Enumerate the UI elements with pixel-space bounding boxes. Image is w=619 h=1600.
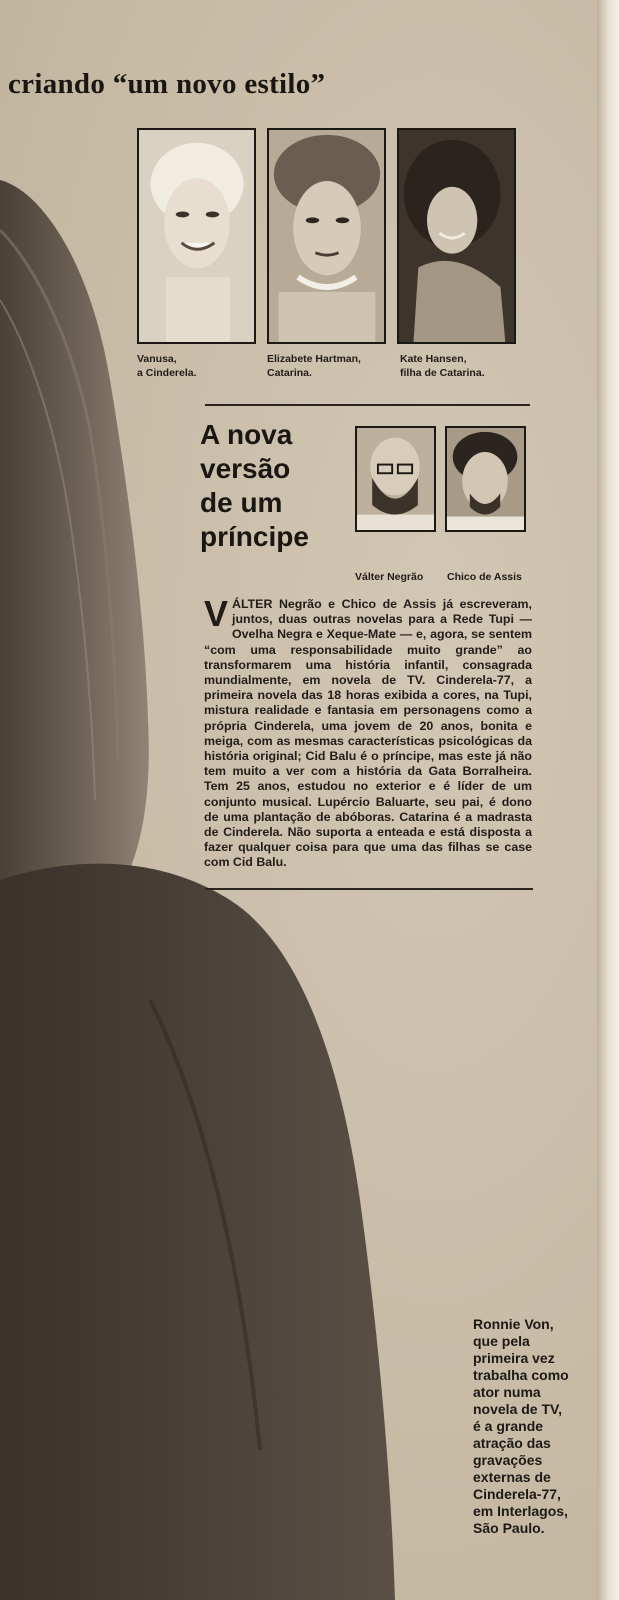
- kate-hansen-photo: [397, 128, 516, 344]
- elizabete-hartman-photo: [267, 128, 386, 344]
- article-body-text: ÁLTER Negrão e Chico de Assis já escreveram, juntos, duas outras novelas para a Rede Tupi — Ovelha Negra e Xeque-Mate — e, agora, se sentem “com uma responsabilidade muito grande” ao transformarem uma história infantil, consagrada mundialmente, em novela de TV. Cinderela-77, a primeira novela das 18 horas exibida a cores, na Tupi, mistura realidade e fantasia em personagens como a própria Cinderela, uma jovem de 20 anos, bonita e meiga, com as mesmas características psicológicas da história original; Cid Balu é o príncipe, mas este já não tem muito a ver com a história da Gata Borralheira. Tem 25 anos, estudou no exterior e é líder de um conjunto musical. Lupércio Baluarte, seu pai, é dono de uma plantação de abóboras. Catarina é a madrasta de Cinderela. Não suporta a enteada e está disposta a fazer qualquer coisa para que uma das filhas se case com Cid Balu.: [204, 597, 532, 870]
- author-caption-1: Válter Negrão: [355, 571, 424, 583]
- page-edge: [597, 0, 619, 1600]
- vanusa-photo: [137, 128, 256, 344]
- divider-top: [205, 404, 530, 406]
- drop-cap: V: [204, 593, 229, 634]
- article-title: A nova versão de um príncipe: [200, 419, 309, 552]
- photo-caption-1: Vanusa, a Cinderela.: [137, 353, 197, 379]
- article-body: [204, 593, 532, 871]
- chico-de-assis-photo: [445, 426, 526, 532]
- photo-caption-3: Kate Hansen, filha de Catarina.: [400, 353, 485, 379]
- author-caption-2: Chico de Assis: [447, 571, 522, 583]
- photo-caption-2: Elizabete Hartman, Catarina.: [267, 353, 361, 379]
- page-headline: criando “um novo estilo”: [8, 68, 326, 100]
- divider-bottom: [205, 888, 533, 890]
- ronnie-von-caption: Ronnie Von, que pela primeira vez trabalha como ator numa novela de TV, é a grande atração das gravações externas de Cinderela-77, em Interlagos, São Paulo.: [473, 1316, 569, 1536]
- valter-negrao-photo: [355, 426, 436, 532]
